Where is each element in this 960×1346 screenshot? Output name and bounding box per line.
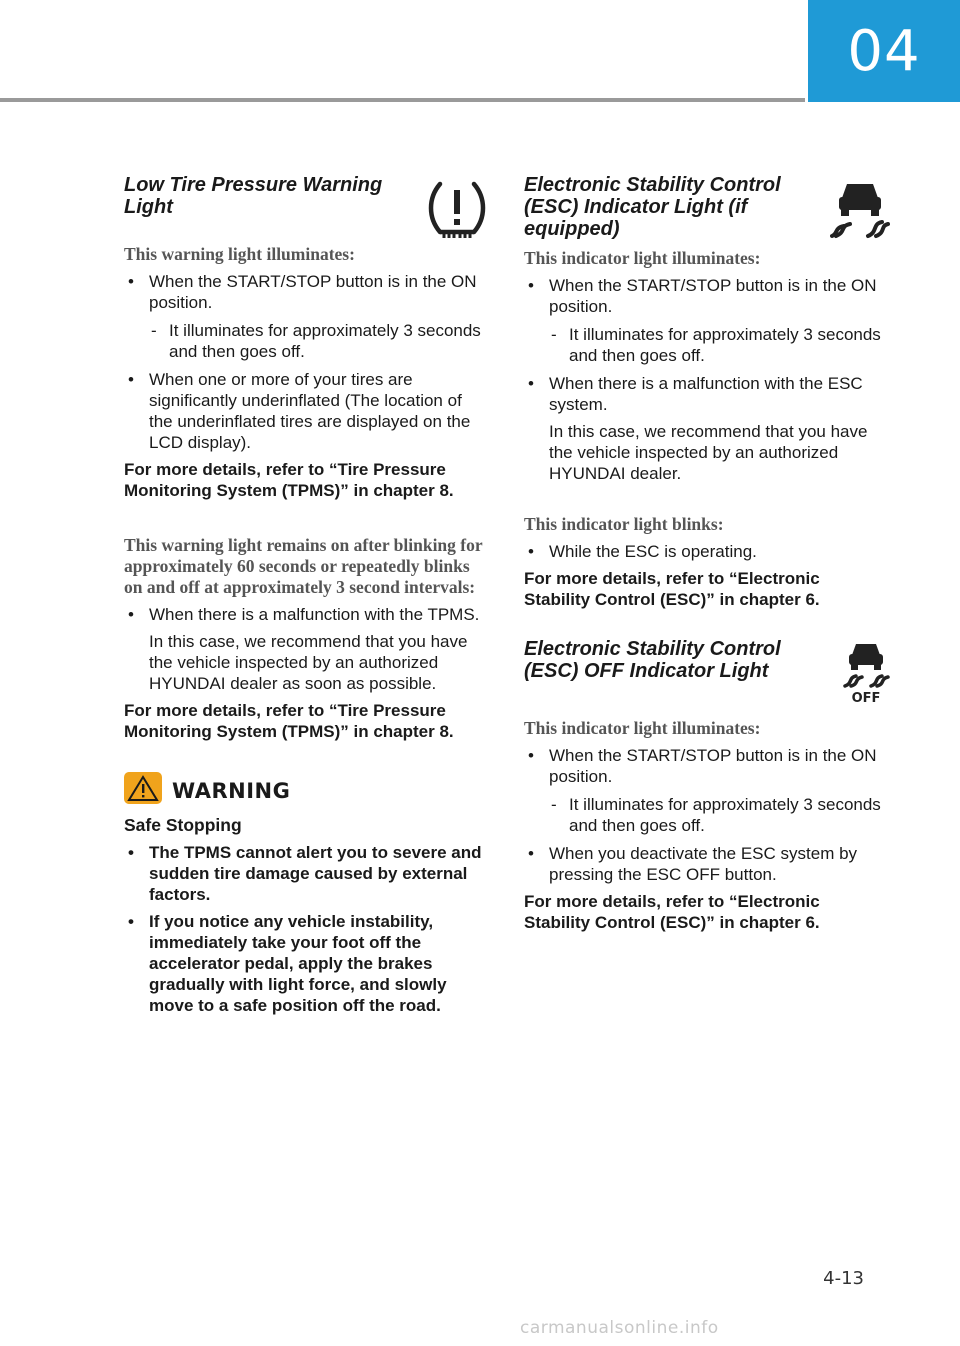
esc-lead-1: This indicator light illuminates:: [524, 248, 761, 268]
tpms-list-2: [124, 604, 490, 694]
list-item: - It illuminates for approximately 3 seconds and then goes off.: [149, 320, 490, 362]
list-item: - It illuminates for approximately 3 seconds and then goes off.: [549, 794, 890, 836]
escoff-section-header: [524, 638, 890, 710]
esc-advice: In this case, we recommend that you have the vehicle inspected by an authorized HYUNDAI dealer.: [549, 422, 868, 483]
tpms-advice: In this case, we recommend that you have the vehicle inspected by an authorized HYUNDAI dealer as soon as possible.: [149, 632, 468, 693]
list-item: • When there is a malfunction with the ESC system. In this case, we recommend that you have the vehicle inspected by an authorized HYUNDAI dealer.: [524, 373, 890, 484]
escoff-lead-1: This indicator light illuminates:: [524, 718, 761, 738]
list-item: • When the START/STOP button is in the ON position. - It illuminates for approximately 3 seconds and then goes off.: [124, 271, 490, 362]
warning-header: [124, 772, 490, 809]
list-item: • The TPMS cannot alert you to severe and sudden tire damage caused by external factors.: [124, 842, 490, 905]
list-item: • When one or more of your tires are significantly underinflated (The location of the underinflated tires are displayed on the LCD display).: [124, 369, 490, 453]
tpms-ref-1: For more details, refer to “Tire Pressure Monitoring System (TPMS)” in chapter 8.: [124, 460, 454, 500]
list-item: • When there is a malfunction with the TPMS. In this case, we recommend that you have the vehicle inspected by an authorized HYUNDAI dealer as soon as possible.: [124, 604, 490, 694]
warning-triangle-icon: [124, 772, 162, 809]
esc-list-1: [524, 275, 890, 484]
tpms-section-header: [124, 174, 490, 236]
warning-list: [124, 842, 490, 1016]
escoff-list-1: [524, 745, 890, 885]
right-column: [524, 170, 890, 933]
chapter-tab: 04: [808, 0, 960, 102]
header-rule: [0, 98, 805, 102]
esc-off-indicator-icon: [842, 640, 890, 709]
tpms-title: Low Tire Pressure Warning Light: [124, 174, 383, 218]
esc-off-icon-label: OFF: [851, 691, 881, 704]
esc-section-header: [524, 174, 890, 240]
esc-list-2: [524, 541, 890, 562]
tpms-list-1: [124, 271, 490, 453]
escoff-title: Electronic Stability Control (ESC) OFF Indicator Light: [524, 638, 781, 682]
tpms-lead-1: This warning light illuminates:: [124, 244, 355, 264]
list-item: • When the START/STOP button is in the ON position. - It illuminates for approximately 3 seconds and then goes off.: [524, 745, 890, 836]
tpms-lead-2: This warning light remains on after blinking for approximately 60 seconds or repeatedly blinks on and off at approximately 3 second intervals:: [124, 535, 483, 597]
esc-indicator-icon: [830, 180, 890, 245]
esc-lead-2: This indicator light blinks:: [524, 514, 724, 534]
tpms-ref-2: For more details, refer to “Tire Pressure Monitoring System (TPMS)” in chapter 8.: [124, 701, 454, 741]
escoff-ref: For more details, refer to “Electronic Stability Control (ESC)” in chapter 6.: [524, 892, 820, 932]
warning-label: WARNING: [172, 778, 291, 803]
esc-title: Electronic Stability Control (ESC) Indicator Light (if equipped): [524, 174, 781, 240]
page-number: 4-13: [823, 1268, 864, 1289]
esc-ref: For more details, refer to “Electronic Stability Control (ESC)” in chapter 6.: [524, 569, 820, 609]
list-item: • While the ESC is operating.: [524, 541, 890, 562]
list-item: • If you notice any vehicle instability, immediately take your foot off the accelerator pedal, apply the brakes gradually with light force, and slowly move to a safe position off the road.: [124, 911, 490, 1016]
left-column: [124, 170, 490, 1022]
list-item: - It illuminates for approximately 3 seconds and then goes off.: [549, 324, 890, 366]
watermark: carmanualsonline.info: [520, 1318, 719, 1338]
list-item: • When you deactivate the ESC system by pressing the ESC OFF button.: [524, 843, 890, 885]
tpms-warning-icon: [424, 178, 490, 245]
list-item: • When the START/STOP button is in the ON position. - It illuminates for approximately 3 seconds and then goes off.: [524, 275, 890, 366]
warning-subtitle: Safe Stopping: [124, 815, 242, 835]
